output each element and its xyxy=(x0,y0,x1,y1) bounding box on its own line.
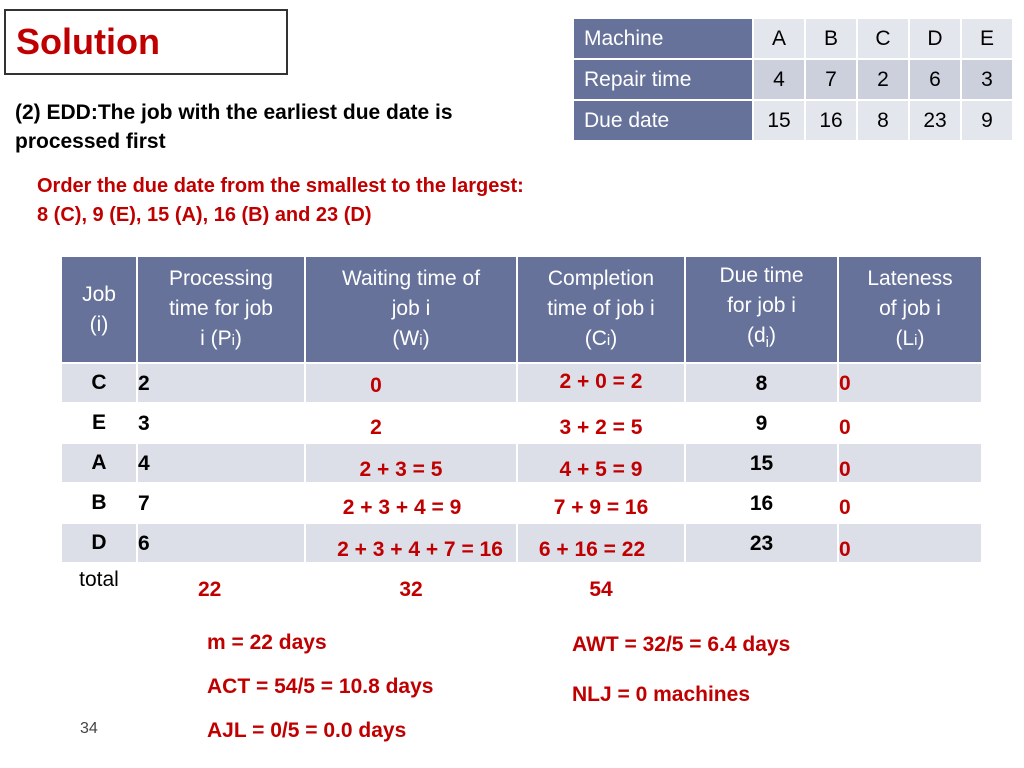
waiting-cell xyxy=(306,364,516,402)
header-job xyxy=(62,257,136,362)
total-processing-cell xyxy=(138,564,304,606)
waiting-value: 2 + 3 + 4 = 9 xyxy=(342,496,462,520)
page-title: Solution xyxy=(16,21,160,62)
total-row xyxy=(62,564,981,606)
lateness-value: 0 xyxy=(839,538,851,562)
completion-cell xyxy=(518,524,684,562)
order-line-2: 8 (C), 9 (E), 15 (A), 16 (B) and 23 (D) xyxy=(37,204,372,226)
total-label: total xyxy=(62,564,136,606)
header-text xyxy=(520,324,682,356)
completion-value: 7 + 9 = 16 xyxy=(553,496,649,520)
processing-cell xyxy=(138,524,304,562)
header-text: ) xyxy=(422,326,430,350)
header-text: of job i xyxy=(879,296,941,320)
header-text xyxy=(140,324,302,356)
header-text xyxy=(308,324,514,356)
due-time-cell xyxy=(686,364,837,402)
page-number: 34 xyxy=(80,720,98,737)
machine-row xyxy=(574,19,1012,58)
header-text: for job i xyxy=(727,294,796,317)
job-cell: E xyxy=(62,404,136,442)
header-text: (i) xyxy=(89,312,109,336)
repair-cell: 2 xyxy=(858,60,908,99)
total-due-cell xyxy=(686,564,837,606)
processing-value: 2 xyxy=(138,372,150,396)
due-time-value: 8 xyxy=(755,372,768,396)
result-m: m = 22 days xyxy=(207,631,327,654)
header-text: (W xyxy=(392,326,420,350)
due-time-cell xyxy=(686,484,837,522)
job-cell: D xyxy=(62,524,136,562)
completion-value: 6 + 16 = 22 xyxy=(538,538,646,562)
table-row xyxy=(62,444,981,482)
order-text xyxy=(37,172,524,230)
waiting-cell xyxy=(306,524,516,562)
table-row xyxy=(62,524,981,562)
header-text xyxy=(688,321,835,358)
header-text: i (P xyxy=(200,326,232,350)
due-cell: 8 xyxy=(858,101,908,140)
completion-cell xyxy=(518,484,684,522)
result-nlj: NLJ = 0 machines xyxy=(572,683,750,706)
processing-value: 3 xyxy=(138,412,150,436)
waiting-cell xyxy=(306,404,516,442)
header-text: Due time xyxy=(719,264,804,287)
due-cell: 9 xyxy=(962,101,1012,140)
header-text: (C xyxy=(584,326,607,350)
header-text: Job xyxy=(82,282,116,306)
result-awt: AWT = 32/5 = 6.4 days xyxy=(572,633,791,656)
header-subscript: i xyxy=(419,331,423,349)
repair-row xyxy=(574,60,1012,99)
processing-value: 6 xyxy=(138,532,150,556)
result-ajl: AJL = 0/5 = 0.0 days xyxy=(207,719,407,742)
waiting-value: 0 xyxy=(370,374,382,398)
lateness-cell xyxy=(839,484,981,522)
processing-value: 4 xyxy=(138,452,150,476)
header-completion xyxy=(518,257,684,362)
completion-cell xyxy=(518,404,684,442)
processing-cell xyxy=(138,444,304,482)
completion-cell xyxy=(518,444,684,482)
due-time-value: 16 xyxy=(749,492,774,516)
header-text: Completion xyxy=(547,266,655,290)
waiting-cell xyxy=(306,484,516,522)
total-completion-cell xyxy=(518,564,684,606)
repair-cell: 4 xyxy=(754,60,804,99)
result-act: ACT = 54/5 = 10.8 days xyxy=(207,675,434,698)
lateness-value: 0 xyxy=(839,458,851,482)
header-text: Processing xyxy=(169,266,273,290)
subtitle: (2) EDD:The job with the earliest due date is processed first xyxy=(15,101,453,153)
lateness-cell xyxy=(839,444,981,482)
lateness-cell xyxy=(839,364,981,402)
lateness-value: 0 xyxy=(839,416,851,440)
job-cell: B xyxy=(62,484,136,522)
header-row xyxy=(62,257,981,362)
header-processing xyxy=(138,257,304,362)
total-waiting-cell xyxy=(306,564,516,606)
order-line-1: Order the due date from the smallest to the largest: xyxy=(37,175,524,197)
machine-cell: C xyxy=(858,19,908,58)
waiting-value: 2 + 3 + 4 + 7 = 16 xyxy=(337,538,503,562)
header-text: (d xyxy=(746,324,766,347)
lateness-value: 0 xyxy=(839,496,851,520)
processing-cell xyxy=(138,484,304,522)
header-subscript: i xyxy=(606,331,611,349)
total-processing-value: 22 xyxy=(198,578,222,602)
due-time-value: 23 xyxy=(749,532,774,556)
lateness-cell xyxy=(839,524,981,562)
due-time-cell xyxy=(686,404,837,442)
title-box xyxy=(4,9,288,75)
machine-cell: B xyxy=(806,19,856,58)
due-time-value: 9 xyxy=(755,412,768,436)
completion-value: 3 + 2 = 5 xyxy=(559,416,643,440)
waiting-value: 2 xyxy=(370,416,382,440)
waiting-cell xyxy=(306,444,516,482)
total-completion-value: 54 xyxy=(589,578,613,602)
header-text: time for job xyxy=(169,296,273,320)
header-text: (L xyxy=(895,326,915,350)
table-row xyxy=(62,364,981,402)
job-table xyxy=(60,255,983,608)
header-text: Lateness xyxy=(867,266,953,290)
header-text: ) xyxy=(769,324,777,347)
repair-cell: 6 xyxy=(910,60,960,99)
machine-header: Machine xyxy=(574,19,752,58)
header-text: job i xyxy=(391,296,431,320)
waiting-value: 2 + 3 = 5 xyxy=(359,458,443,482)
due-time-cell xyxy=(686,524,837,562)
due-cell: 15 xyxy=(754,101,804,140)
repair-cell: 3 xyxy=(962,60,1012,99)
header-text: ) xyxy=(610,326,618,350)
lateness-cell xyxy=(839,404,981,442)
repair-cell: 7 xyxy=(806,60,856,99)
table-row xyxy=(62,484,981,522)
header-text: ) xyxy=(917,326,925,350)
due-row xyxy=(574,101,1012,140)
machine-cell: E xyxy=(962,19,1012,58)
due-time-value: 15 xyxy=(749,452,774,476)
machine-table xyxy=(572,17,1014,142)
due-header: Due date xyxy=(574,101,752,140)
machine-cell: D xyxy=(910,19,960,58)
due-cell: 23 xyxy=(910,101,960,140)
header-lateness xyxy=(839,257,981,362)
header-subscript: i xyxy=(914,331,918,349)
header-text xyxy=(841,324,979,356)
header-text: Waiting time of xyxy=(341,266,481,290)
machine-cell: A xyxy=(754,19,804,58)
table-row xyxy=(62,404,981,442)
total-waiting-value: 32 xyxy=(399,578,423,602)
lateness-value: 0 xyxy=(839,372,851,396)
header-subscript: i xyxy=(231,331,235,349)
job-cell: A xyxy=(62,444,136,482)
header-text: time of job i xyxy=(547,296,655,320)
header-text: ) xyxy=(234,326,242,350)
processing-value: 7 xyxy=(138,492,150,516)
job-cell: C xyxy=(62,364,136,402)
due-time-cell xyxy=(686,444,837,482)
total-lateness-cell xyxy=(839,564,981,606)
header-subscript: i xyxy=(765,334,770,352)
header-waiting xyxy=(306,257,516,362)
due-cell: 16 xyxy=(806,101,856,140)
completion-value: 4 + 5 = 9 xyxy=(559,458,643,482)
repair-header: Repair time xyxy=(574,60,752,99)
completion-value: 2 + 0 = 2 xyxy=(559,370,643,394)
completion-cell xyxy=(518,364,684,402)
header-due xyxy=(686,257,837,362)
